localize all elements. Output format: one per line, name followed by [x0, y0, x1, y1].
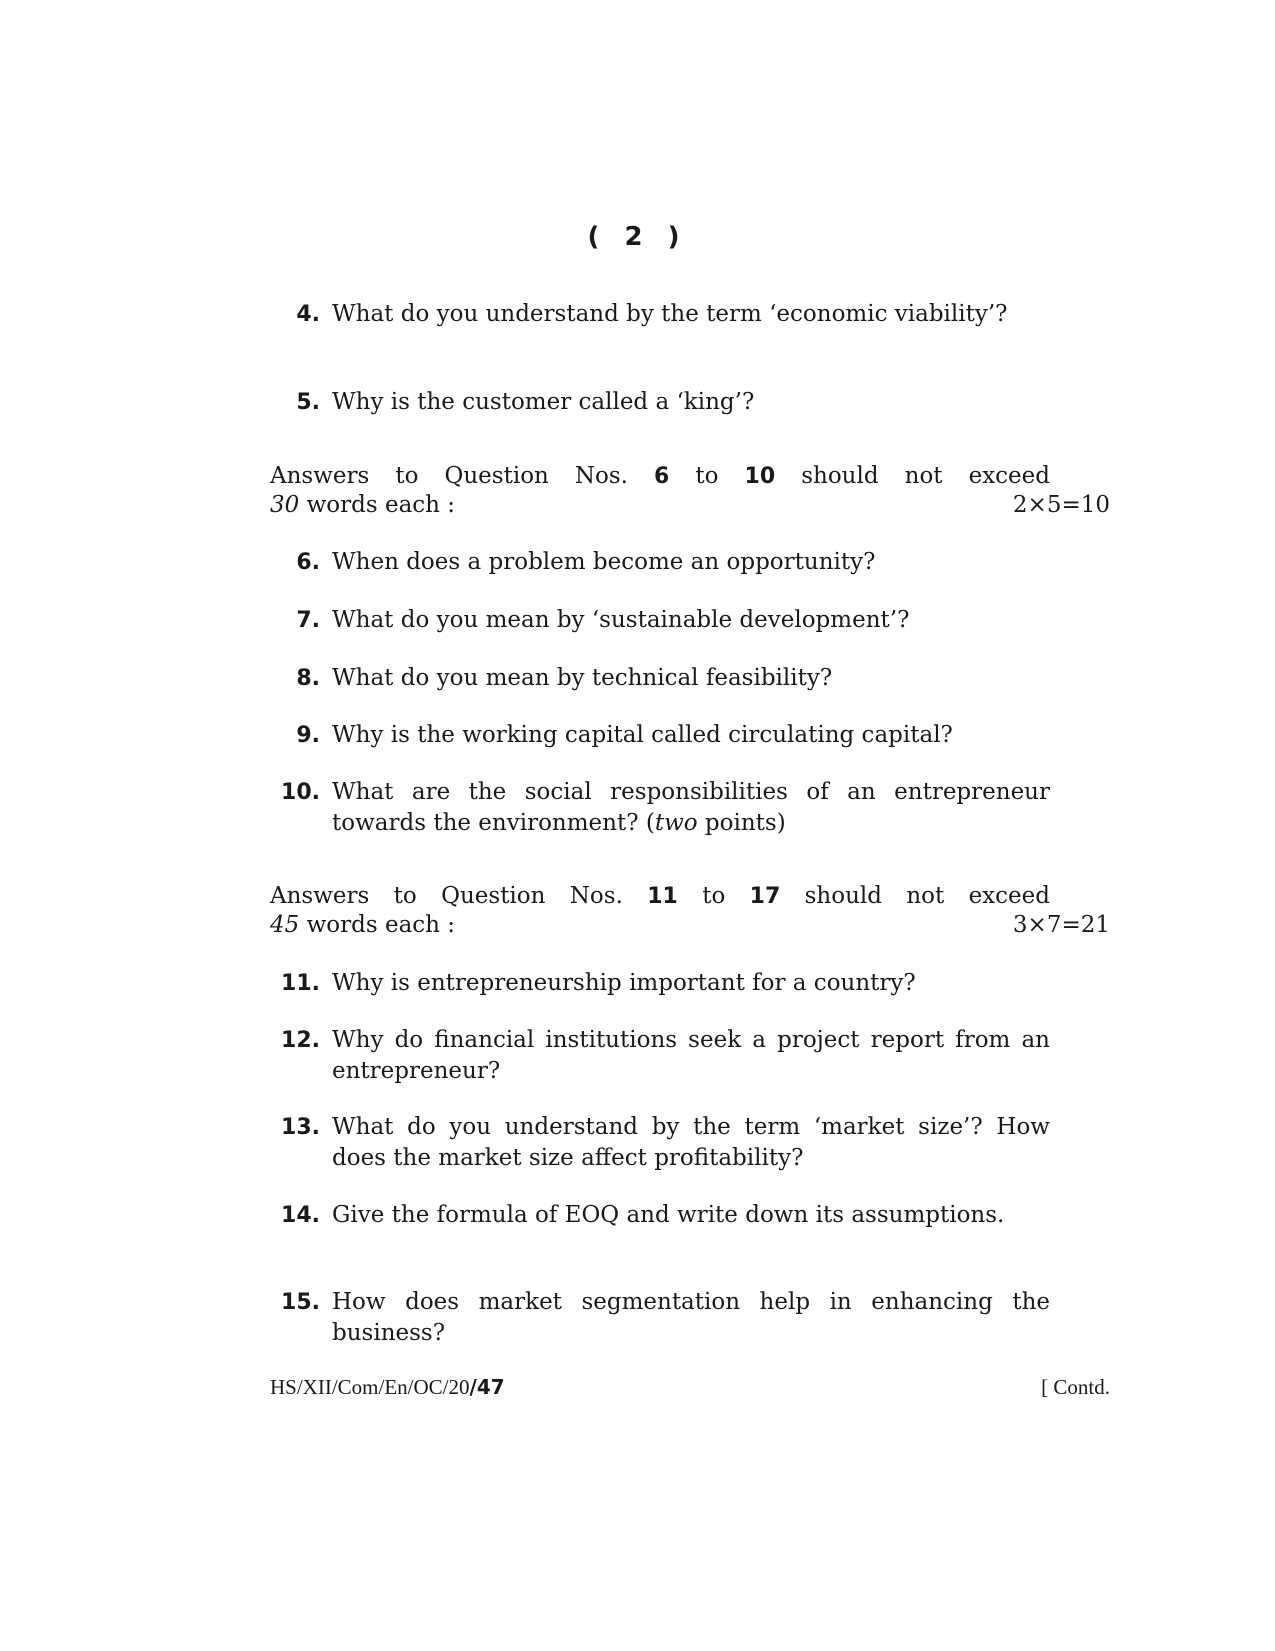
instr-word: Question: [444, 463, 549, 489]
question-4: [270, 299, 1050, 330]
question-range-start: 6: [654, 464, 670, 489]
question-text: What are the social responsibilities of an entrepreneur towards the environment? (two points): [332, 779, 1050, 836]
question-13: [270, 1112, 1050, 1174]
question-text: What do you mean by ‘sustainable development’?: [332, 607, 910, 633]
question-text: How does market segmentation help in enhancing the business?: [332, 1289, 1050, 1346]
instr-word: Nos.: [574, 463, 628, 489]
question-text: What do you mean by technical feasibility?: [332, 665, 833, 691]
question-15: [270, 1287, 1050, 1349]
instr-word: not: [904, 463, 943, 489]
word-limit: 30: [270, 492, 300, 518]
question-text: Why is the working capital called circulating capital?: [332, 722, 953, 748]
page-footer: [270, 1375, 1110, 1400]
question-text: Give the formula of EOQ and write down its assumptions.: [332, 1202, 1005, 1228]
marks-allocation: 2×5=10: [1012, 492, 1110, 518]
continued-marker: [ Contd.: [1041, 1375, 1110, 1399]
question-number: 6.: [296, 550, 320, 575]
instr-word: not: [906, 883, 945, 909]
question-number: 13.: [281, 1115, 320, 1140]
question-number: 12.: [281, 1028, 320, 1053]
section-instruction-11-17: [270, 882, 1110, 940]
word-limit: 45: [270, 912, 300, 938]
instr-word: should: [801, 463, 879, 489]
question-range-start: 11: [647, 884, 678, 909]
question-number: 15.: [281, 1290, 320, 1315]
question-11: [270, 968, 1050, 999]
instr-word: to: [702, 883, 726, 909]
question-number: 7.: [296, 608, 320, 633]
instr-word: to: [695, 463, 719, 489]
question-number: 4.: [296, 302, 320, 327]
question-10: [270, 777, 1050, 839]
question-text: Why is the customer called a ‘king’?: [332, 389, 755, 415]
paper-code: HS/XII/Com/En/OC/20/47: [270, 1375, 505, 1399]
question-7: [270, 605, 1050, 636]
instr-word: words each :: [306, 912, 456, 938]
instr-word: exceed: [968, 883, 1050, 909]
question-number: 14.: [281, 1203, 320, 1228]
marks-allocation: 3×7=21: [1012, 912, 1110, 938]
question-text: What do you understand by the term ‘economic viability’?: [332, 301, 1008, 327]
question-number: 9.: [296, 723, 320, 748]
question-number: 8.: [296, 666, 320, 691]
instr-word: Question: [441, 883, 546, 909]
question-12: [270, 1025, 1050, 1087]
question-text: What do you understand by the term ‘market size’? How does the market size affect profitability?: [332, 1114, 1050, 1171]
instr-word: should: [804, 883, 882, 909]
question-5: [270, 387, 1050, 418]
question-number: 11.: [281, 971, 320, 996]
question-text: When does a problem become an opportunity?: [332, 549, 876, 575]
instr-word: to: [393, 883, 417, 909]
question-text: Why is entrepreneurship important for a country?: [332, 970, 916, 996]
question-range-end: 10: [744, 464, 776, 489]
instr-word: Answers: [270, 463, 370, 489]
question-number: 5.: [296, 390, 320, 415]
question-number: 10.: [281, 780, 320, 805]
instr-word: to: [395, 463, 419, 489]
instr-word: words each :: [306, 492, 456, 518]
question-9: [270, 720, 1050, 751]
question-text: Why do financial institutions seek a project report from an entrepreneur?: [332, 1027, 1050, 1084]
question-8: [270, 663, 1050, 694]
instr-word: Nos.: [569, 883, 623, 909]
question-14: [270, 1200, 1050, 1231]
section-instruction-6-10: [270, 462, 1110, 520]
instr-word: Answers: [270, 883, 370, 909]
page-number: ( 2 ): [587, 222, 688, 252]
question-6: [270, 547, 1050, 578]
question-range-end: 17: [749, 884, 781, 909]
instr-word: exceed: [968, 463, 1050, 489]
